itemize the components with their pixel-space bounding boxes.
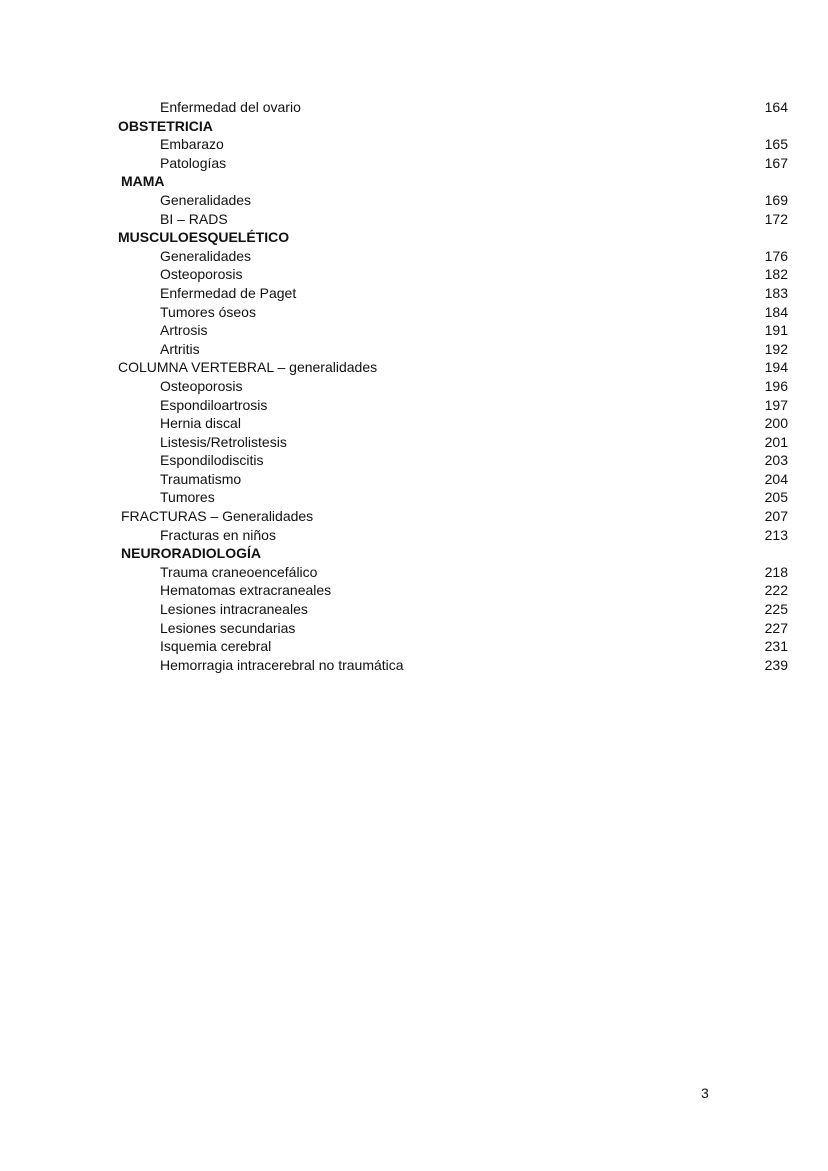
toc-entry-page: 201	[764, 433, 788, 450]
toc-entry	[0, 265, 828, 284]
toc-entry-page: 169	[764, 191, 788, 208]
toc-entry-title: Artritis	[160, 340, 200, 357]
toc-entry-page: 231	[764, 638, 788, 655]
toc-entry-title: COLUMNA VERTEBRAL – generalidades	[118, 359, 378, 376]
toc-entry-title: Osteoporosis	[160, 377, 243, 394]
toc-entry	[0, 396, 828, 415]
toc-entry	[0, 414, 828, 433]
toc-entry-page: 164	[764, 99, 788, 115]
toc-entry-page: 200	[764, 415, 788, 432]
toc-entry-page: 194	[764, 359, 788, 376]
toc-entry-title: Fracturas en niños	[160, 526, 276, 543]
page-number: 3	[701, 1085, 709, 1101]
toc-entry	[0, 135, 828, 154]
toc-entry-page: 172	[764, 210, 788, 227]
toc-entry-title: Hematomas extracraneales	[160, 582, 332, 599]
toc-entry-title: NEURORADIOLOGÍA	[121, 545, 261, 562]
toc-entry-title: Embarazo	[160, 136, 224, 153]
toc-entry	[0, 303, 828, 322]
toc-entry	[0, 433, 828, 452]
toc-entry-title: Espondiloartrosis	[160, 396, 268, 413]
toc-entry-page: 203	[764, 452, 788, 469]
toc-entry-page: 204	[764, 470, 788, 487]
toc-entry-page: 192	[764, 340, 788, 357]
toc-entry-title: FRACTURAS – Generalidades	[121, 508, 314, 525]
toc-entry	[0, 154, 828, 173]
toc-entry-title: Tumores	[160, 489, 215, 506]
toc-entry-page: 222	[764, 582, 788, 599]
toc-entry	[0, 98, 828, 117]
toc-entry-title: Espondilodiscitis	[160, 452, 264, 469]
toc-entry-page: 239	[764, 656, 788, 673]
toc-entry	[0, 284, 828, 303]
toc-entry-page: 176	[764, 247, 788, 264]
toc-entry	[0, 247, 828, 266]
toc-entry-title: Generalidades	[160, 191, 252, 208]
toc-entry-page: 182	[764, 266, 788, 283]
toc-entry	[0, 470, 828, 489]
toc-entry-title: Generalidades	[160, 247, 252, 264]
toc-entry-page: 213	[764, 526, 788, 543]
toc-entry	[0, 656, 828, 675]
toc-section-heading	[0, 544, 828, 563]
toc-entry	[0, 451, 828, 470]
table-of-contents	[0, 98, 828, 674]
toc-entry	[0, 358, 828, 377]
toc-entry-title: MUSCULOESQUELÉTICO	[118, 229, 290, 246]
toc-entry	[0, 191, 828, 210]
toc-entry-title: Listesis/Retrolistesis	[160, 433, 287, 450]
toc-entry-page: 183	[764, 284, 788, 301]
toc-entry-title: Enfermedad del ovario	[160, 99, 301, 115]
toc-section-heading	[0, 117, 828, 136]
toc-entry	[0, 600, 828, 619]
toc-entry-title: Enfermedad de Paget	[160, 284, 297, 301]
toc-entry-page: 207	[764, 508, 788, 525]
toc-entry-page: 191	[764, 322, 788, 339]
toc-entry-page: 218	[764, 563, 788, 580]
toc-entry	[0, 321, 828, 340]
toc-entry-page: 167	[764, 154, 788, 171]
toc-entry	[0, 377, 828, 396]
toc-entry	[0, 581, 828, 600]
toc-entry-title: Lesiones intracraneales	[160, 601, 308, 618]
toc-entry-title: Lesiones secundarias	[160, 619, 296, 636]
toc-entry	[0, 619, 828, 638]
toc-entry-title: Patologías	[160, 154, 227, 171]
toc-entry	[0, 507, 828, 526]
toc-entry-title: MAMA	[121, 173, 165, 190]
toc-entry-title: Isquemia cerebral	[160, 638, 272, 655]
toc-entry-title: Osteoporosis	[160, 266, 243, 283]
toc-entry-page: 165	[764, 136, 788, 153]
toc-entry-page: 225	[764, 601, 788, 618]
toc-entry-title: Traumatismo	[160, 470, 242, 487]
toc-section-heading	[0, 172, 828, 191]
toc-entry-page: 184	[764, 303, 788, 320]
toc-entry-title: OBSTETRICIA	[118, 117, 213, 134]
toc-entry-title: Hemorragia intracerebral no traumática	[160, 656, 404, 673]
toc-entry-title: Artrosis	[160, 322, 208, 339]
toc-entry	[0, 563, 828, 582]
toc-entry-page: 196	[764, 377, 788, 394]
toc-section-heading	[0, 228, 828, 247]
toc-entry-page: 197	[764, 396, 788, 413]
toc-entry-title: BI – RADS	[160, 210, 228, 227]
toc-entry-title: Hernia discal	[160, 415, 241, 432]
toc-entry	[0, 526, 828, 545]
toc-entry	[0, 340, 828, 359]
toc-entry-page: 227	[764, 619, 788, 636]
toc-entry-title: Trauma craneoencefálico	[160, 563, 318, 580]
toc-entry	[0, 210, 828, 229]
toc-entry	[0, 637, 828, 656]
toc-entry	[0, 488, 828, 507]
toc-entry-title: Tumores óseos	[160, 303, 256, 320]
toc-entry-page: 205	[764, 489, 788, 506]
